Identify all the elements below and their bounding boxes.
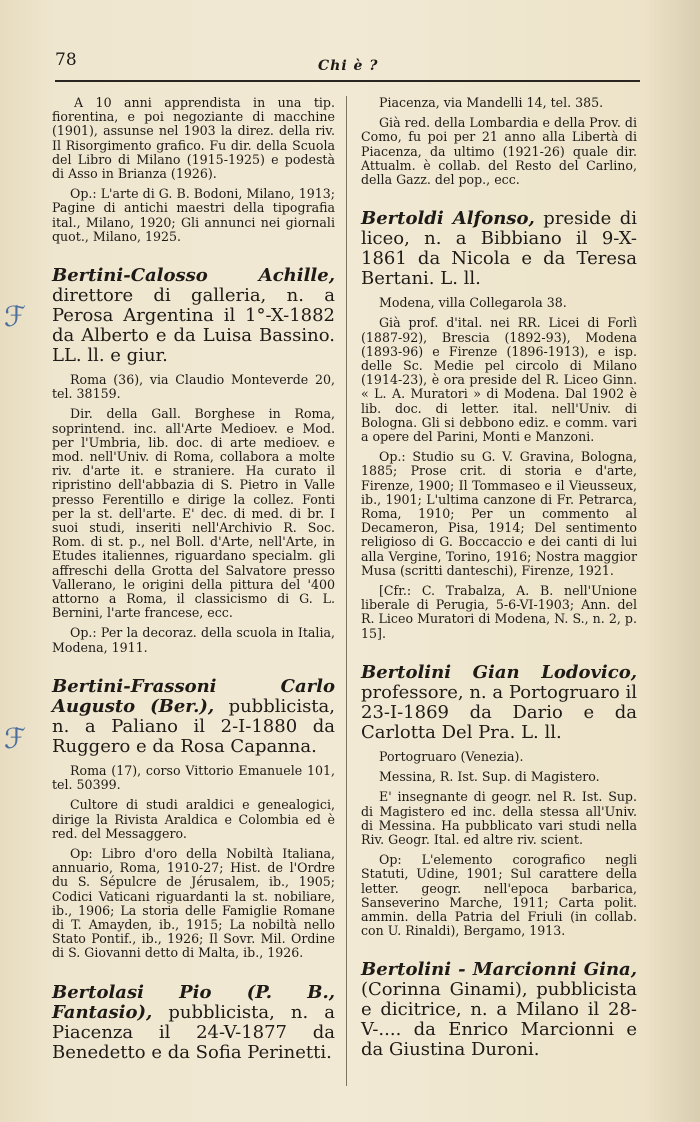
entry-heading-text: professore, n. a Portogruaro il 23-I-1869 da Dario e da Carlotta Del Pra. L. ll. bbox=[361, 681, 637, 743]
entry-biography: Già red. della Lombardia e della Prov. di Como, fu poi per 21 anno alla Libertà di Piacenza, da ultimo (1921-26) quale dir. Attualm. è collab. del Resto del Carlino, della Gazz. del pop., ecc. bbox=[361, 115, 637, 188]
entry-works: Op.: Studio su G. V. Gravina, Bologna, 1885; Prose crit. di storia e d'arte, Firenze, 1900; Il Tommaseo e il Vieusseux, ib., 1901; L'ultima canzone di Fr. Petrarca, Roma, 1910; Per un commento al Decameron, Pisa, 1914; Del sentimento religioso di G. Boccaccio e dei canti di lui alla Vergine, Torino, 1916; Nostra maggior Musa (scritti danteschi), Firenze, 1921. bbox=[361, 449, 637, 578]
entry-works: Op: L'elemento corografico negli Statuti, Udine, 1901; Sul carattere della letter. geogr. nell'epoca barbarica, Sanseverino Marche, 1911; Carta polit. ammin. della Patria del Friuli (in collab. con U. Rinaldi), Bergamo, 1913. bbox=[361, 852, 637, 939]
entry-heading-text: preside di liceo, n. a Bibbiano il 9-X-1861 da Nicola e da Teresa Bertani. L. ll. bbox=[361, 208, 638, 290]
entry-address: Messina, R. Ist. Sup. di Magistero. bbox=[379, 769, 600, 785]
entry-heading bbox=[361, 209, 637, 289]
entry-heading-text: pubblicista, n. a Piacenza il 24-V-1877 da Benedetto e da Sofia Perinetti. bbox=[52, 1001, 335, 1063]
entry-address: Roma (17), corso Vittorio Emanuele 101, tel. 50399. bbox=[52, 762, 335, 793]
entry-heading-text: pubblicista, n. a Paliano il 2-I-1880 da Ruggero e da Rosa Capanna. bbox=[52, 695, 335, 757]
entry-name: Bertoldi Alfonso, bbox=[361, 208, 535, 230]
entry-address: Piacenza, via Mandelli 14, tel. 385. bbox=[379, 95, 604, 110]
running-title: Chi è ? bbox=[318, 58, 379, 74]
pen-mark-icon: ℱ bbox=[4, 722, 27, 755]
entry-heading bbox=[52, 983, 335, 1063]
entry-name: Bertolini Gian Lodovico, bbox=[361, 661, 637, 683]
entry-heading-text: direttore di galleria, n. a Perosa Argentina il 1°-X-1882 da Alberto e da Luisa Bassino. LL. ll. e giur. bbox=[52, 285, 335, 367]
entry-name: Bertolasi Pio (P. B., Fantasio), bbox=[52, 981, 335, 1023]
page-number: 78 bbox=[55, 50, 77, 70]
entry-name: Bertolini - Marcionni Gina, bbox=[361, 959, 637, 981]
entry-heading bbox=[52, 266, 335, 366]
entry-bertolasi-continued bbox=[361, 96, 637, 187]
entry-name: Bertini-Frassoni Carlo Augusto (Ber.), bbox=[52, 675, 335, 717]
entry-bertini-calosso bbox=[52, 266, 335, 655]
entry-heading bbox=[52, 677, 335, 757]
entry-bertolini-marcionni bbox=[361, 960, 637, 1060]
entry-bertini-frassoni bbox=[52, 677, 335, 961]
entry-works: Op.: L'arte di G. B. Bodoni, Milano, 1913; Pagine di antichi maestri della tipografia ital., Milano, 1920; Gli annunci nei giornali quot., Milano, 1925. bbox=[52, 186, 335, 244]
right-column bbox=[361, 96, 637, 1067]
entry-biography: Dir. della Gall. Borghese in Roma, soprintend. inc. all'Arte Medioev. e Mod. per l'Umbria, lib. doc. di arte medioev. e mod. nell'Univ. di Roma, collabora a molte riv. d'arte it. e straniere. Ha curato il ripristino dell'abbazia di S. Pietro in Valle presso Ferentillo e dirige la collez. Fonti per la st. dell'arte. E' dec. di med. di br. I suoi studi, inseriti nell'Archivio R. Soc. Rom. di st. p., nel Boll. d'Arte, nell'Arte, in Etudes italiennes, riguardano specialm. gli affreschi della Grotta del Salvatore presso Vallerano, le origini della pittura del '400 attorno a Roma, il classicismo di G. L. Bernini, l'arte francese, ecc. bbox=[52, 406, 335, 621]
entry-continuation bbox=[52, 96, 335, 244]
entry-works: Op: Libro d'oro della Nobiltà Italiana, annuario, Roma, 1910-27; Hist. de l'Ordre du S. Sépulcre de Jérusalem, ib., 1905; Codici Vaticani riguardanti la st. nobiliare, ib., 1906; La storia delle Famiglie Romane di T. Amayden, ib., 1915; La nobiltà nello Stato Pontif., ib., 1926; Il Sovr. Mil. Ordine di S. Giovanni detto di Malta, ib., 1926. bbox=[52, 845, 335, 961]
column-divider bbox=[346, 96, 347, 1086]
entry-address: Modena, villa Collegarola 38. bbox=[379, 295, 567, 311]
entry-biography: E' insegnante di geogr. nel R. Ist. Sup. di Magistero ed inc. della stessa all'Univ. di Messina. Ha pubblicato vari studi nella Riv. Geogr. Ital. ed altre riv. scient. bbox=[361, 789, 637, 847]
entry-heading bbox=[361, 663, 637, 743]
pen-mark-icon: ℱ bbox=[4, 300, 27, 333]
entry-bertoldi bbox=[361, 209, 637, 641]
entry-bertolini bbox=[361, 663, 637, 938]
entry-address: Portogruaro (Venezia). bbox=[379, 748, 524, 764]
header-rule bbox=[55, 80, 640, 82]
entry-name: Bertini-Calosso Achille, bbox=[52, 265, 335, 287]
entry-heading bbox=[361, 960, 637, 1060]
left-column bbox=[52, 96, 335, 1070]
entry-biography: Cultore di studi araldici e genealogici, dirige la Rivista Araldica e Colombia ed è red. del Messaggero. bbox=[52, 797, 335, 841]
entry-biography: A 10 anni apprendista in una tip. fiorentina, e poi negoziante di macchine (1901), assunse nel 1903 la direz. della riv. Il Risorgimento grafico. Fu dir. della Scuola del Libro di Milano (1915-1925) e podestà di Asso in Brianza (1926). bbox=[52, 95, 335, 182]
entry-references: [Cfr.: C. Trabalza, A. B. nell'Unione liberale di Perugia, 5-6-VI-1903; Ann. del R. Liceo Muratori di Modena, N. S., n. 2, p. 15]. bbox=[361, 583, 637, 641]
entry-biography: Già prof. d'ital. nei RR. Licei di Forlì (1887-92), Brescia (1892-93), Modena (1893-96) e Firenze (1896-1913), e isp. delle Sc. Medie pel circolo di Milano (1914-23), è ora preside del R. Liceo Ginn. « L. A. Muratori » di Modena. Dal 1902 è lib. doc. di letter. ital. nell'Univ. di Bologna. Gli si debbono ediz. e comm. vari a opere del Parini, Monti e Manzoni. bbox=[361, 315, 637, 445]
entry-works: Op.: Per la decoraz. della scuola in Italia, Modena, 1911. bbox=[52, 625, 335, 655]
entry-address: Roma (36), via Claudio Monteverde 20, tel. 38159. bbox=[52, 372, 335, 402]
entry-bertolasi bbox=[52, 983, 335, 1063]
entry-heading-text: (Corinna Ginami), pubblicista e dicitrice, n. a Milano il 28-V-.... da Enrico Marcionni e da Giustina Duroni. bbox=[361, 979, 637, 1061]
